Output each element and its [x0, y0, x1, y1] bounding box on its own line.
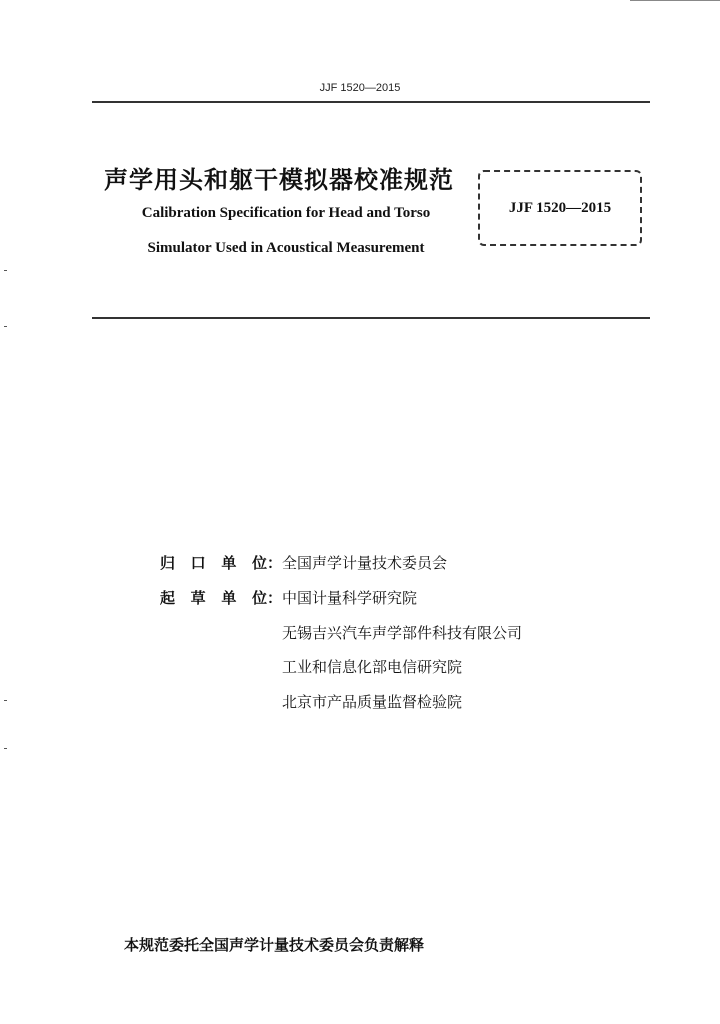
title-english-line-2: Simulator Used in Acoustical Measurement: [147, 240, 425, 256]
label-char: 口: [190, 554, 206, 572]
standard-code-box-text: JJF 1520—2015: [508, 199, 612, 216]
label-char: 单: [221, 554, 237, 572]
scan-margin-mark: [4, 748, 7, 749]
drafting-unit-value: 工业和信息化部电信研究院: [282, 658, 463, 676]
drafting-unit-label: [160, 587, 282, 608]
scan-margin-mark: [4, 326, 7, 327]
label-char: 单: [221, 589, 237, 607]
footer-interpretation-note: 本规范委托全国声学计量技术委员会负责解释: [124, 936, 425, 954]
section-rule: [92, 317, 650, 319]
title-chinese: 声学用头和躯干模拟器校准规范: [104, 166, 454, 194]
top-edge-line: [630, 0, 720, 1]
scan-margin-mark: [4, 270, 7, 271]
label-char: 归: [160, 554, 176, 572]
label-char: 位：: [251, 589, 282, 607]
label-char: 位：: [251, 554, 282, 572]
drafting-unit-row: [160, 587, 417, 608]
scan-margin-mark: [4, 700, 7, 701]
header-rule: [92, 101, 650, 103]
label-char: 草: [190, 589, 206, 607]
responsible-unit-label: [160, 552, 282, 573]
title-english-line-1: Calibration Specification for Head and Torso: [141, 205, 431, 221]
label-char: 起: [160, 589, 176, 607]
drafting-unit-value: 北京市产品质量监督检验院: [282, 693, 463, 711]
responsible-unit-value: 全国声学计量技术委员会: [282, 554, 448, 572]
drafting-unit-value: 中国计量科学研究院: [282, 589, 418, 607]
responsible-unit-row: [160, 552, 447, 573]
header-standard-code: JJF 1520—2015: [319, 82, 401, 94]
standard-code-box: [478, 170, 642, 246]
drafting-unit-value: 无锡吉兴汽车声学部件科技有限公司: [282, 624, 523, 642]
